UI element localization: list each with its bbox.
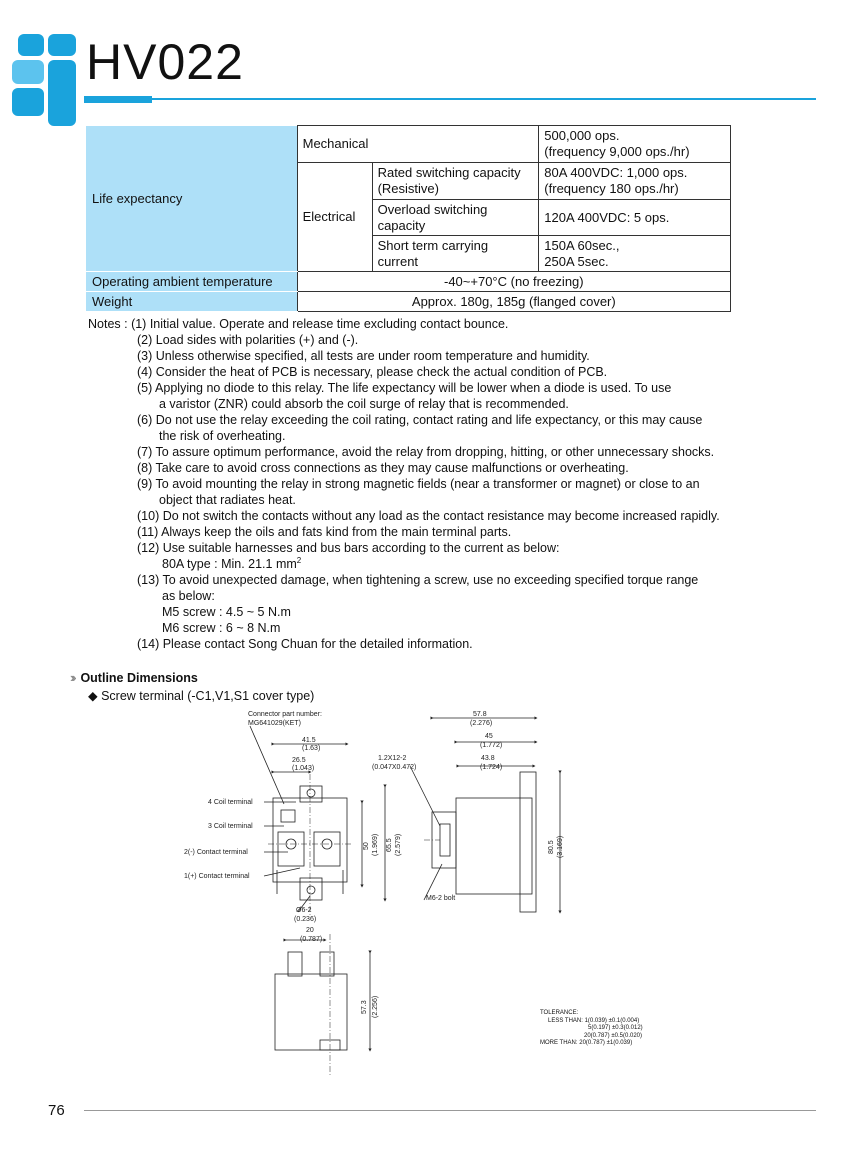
header-accent-bar — [84, 96, 152, 103]
electrical-label: Electrical — [297, 163, 372, 272]
temperature-value: -40~+70°C (no freezing) — [297, 272, 730, 292]
dim-1-2x12: 1.2X12-2 — [378, 755, 407, 762]
dim-65-5: 65.5 — [386, 838, 393, 852]
tolerance-line: 20(0.787) ±0.5(0.020) — [584, 1032, 642, 1039]
label-coil-3: 3 Coil terminal — [208, 823, 253, 830]
dim-43-8-in: (1.724) — [480, 764, 503, 771]
dim-1-2x12-in: (0.047X0.472) — [372, 764, 417, 771]
dim-57-8: 57.8 — [473, 711, 487, 718]
tolerance-line: 5(0.197) ±0.3(0.012) — [588, 1025, 643, 1032]
overload-switching-value: 120A 400VDC: 5 ops. — [539, 200, 731, 236]
dim-41-5: 41.5 — [302, 737, 316, 744]
note-line: (7) To assure optimum performance, avoid the relay from dropping, hitting, or other unnecessary shocks. — [137, 445, 715, 459]
dim-50: 50 — [363, 842, 370, 850]
note-line: the risk of overheating. — [159, 429, 286, 443]
chevrons-icon: ››› — [70, 671, 74, 685]
note-line: (5) Applying no diode to this relay. The life expectancy will be lower when a diode is used. To use — [137, 381, 672, 395]
note-line: (14) Please contact Song Chuan for the detailed information. — [137, 637, 473, 651]
dim-26-5: 26.5 — [292, 757, 306, 764]
outline-subheading: ◆ Screw terminal (-C1,V1,S1 cover type) — [88, 689, 315, 703]
page-number: 76 — [48, 1102, 65, 1119]
note-line: (13) To avoid unexpected damage, when tightening a screw, use no exceeding specified torque range — [137, 573, 699, 587]
note-line: (12) Use suitable harnesses and bus bars according to the current as below: — [137, 541, 560, 555]
note-line: (2) Load sides with polarities (+) and (-). — [137, 333, 359, 347]
short-term-label: Short term carrying current — [372, 236, 539, 272]
note-line: (10) Do not switch the contacts without any load as the contact resistance may become increased rapidly. — [137, 509, 720, 523]
label-contact-2: 2(-) Contact terminal — [184, 849, 248, 856]
footer-rule — [84, 1110, 816, 1111]
note-line: as below: — [162, 589, 215, 603]
temperature-label: Operating ambient temperature — [87, 272, 298, 292]
note-line: (11) Always keep the oils and fats kind from the main terminal parts. — [137, 525, 512, 539]
note-line: (4) Consider the heat of PCB is necessary, please check the actual condition of PCB. — [137, 365, 608, 379]
mechanical-label: Mechanical — [297, 126, 539, 163]
note-line: (9) To avoid mounting the relay in strong magnetic fields (near a transformer or magnet) or close to an — [137, 477, 700, 491]
note-line: (3) Unless otherwise specified, all tests are under room temperature and humidity. — [137, 349, 590, 363]
weight-value: Approx. 180g, 185g (flanged cover) — [297, 292, 730, 312]
note-line: object that radiates heat. — [159, 493, 296, 507]
note-line: M6 screw : 6 ~ 8 N.m — [162, 621, 281, 635]
spec-table — [86, 125, 731, 312]
note-line: (6) Do not use the relay exceeding the coil rating, contact rating and life expectancy, or this may cause — [137, 413, 703, 427]
tolerance-line: LESS THAN: 1(0.039) ±0.1(0.004) — [548, 1017, 640, 1024]
label-contact-1: 1(+) Contact terminal — [184, 873, 250, 880]
note-line: Notes : (1) Initial value. Operate and release time excluding contact bounce. — [88, 317, 509, 331]
dim-80-5-in: (3.169) — [557, 835, 564, 858]
weight-label: Weight — [87, 292, 298, 312]
connector-label-line2: MG641029(KET) — [248, 720, 301, 727]
mechanical-value: 500,000 ops. (frequency 9,000 ops./hr) — [539, 126, 731, 163]
dim-65-5-in: (2.579) — [395, 833, 402, 856]
dim-57-3: 57.3 — [361, 1000, 368, 1014]
tolerance-line: MORE THAN: 20(0.787) ±1(0.039) — [540, 1040, 633, 1047]
tolerance-block — [540, 1010, 643, 1048]
overload-switching-label: Overload switching capacity — [372, 200, 539, 236]
brand-logo — [12, 32, 80, 130]
dim-43-8: 43.8 — [481, 755, 495, 762]
header-rule — [84, 98, 816, 100]
note-line: (8) Take care to avoid cross connections as they may cause malfunctions or overheating. — [137, 461, 629, 475]
dim-45-in: (1.772) — [480, 742, 503, 749]
note-line: M5 screw : 4.5 ~ 5 N.m — [162, 605, 291, 619]
dim-20-in: (0.787) — [300, 936, 323, 943]
dim-50-in: (1.969) — [372, 833, 379, 856]
note-line: a varistor (ZNR) could absorb the coil surge of relay that is recommended. — [159, 397, 569, 411]
tolerance-line: TOLERANCE: — [540, 1010, 579, 1016]
connector-label-line1: Connector part number: — [248, 711, 322, 718]
life-expectancy-label: Life expectancy — [87, 126, 298, 272]
short-term-value: 150A 60sec., 250A 5sec. — [539, 236, 731, 272]
dim-45: 45 — [485, 733, 493, 740]
label-coil-4: 4 Coil terminal — [208, 799, 253, 806]
dim-57-8-in: (2.276) — [470, 720, 493, 727]
dim-26-5-in: (1.043) — [292, 765, 315, 772]
page-title: HV022 — [86, 34, 244, 90]
notes-block — [88, 316, 778, 652]
rated-switching-label: Rated switching capacity (Resistive) — [372, 163, 539, 200]
outline-heading: ››› Outline Dimensions — [70, 671, 198, 685]
dim-80-5: 80.5 — [548, 840, 555, 854]
rated-switching-value: 80A 400VDC: 1,000 ops. (frequency 180 ops./hr) — [539, 163, 731, 200]
label-m6-bolt: M6-2 bolt — [426, 895, 456, 902]
note-line: 80A type : Min. 21.1 $mm^2$ — [162, 555, 302, 571]
dim-41-5-in: (1.63) — [302, 745, 321, 752]
dim-dia-6-in: (0.236) — [294, 916, 317, 923]
dim-20: 20 — [306, 927, 314, 934]
dim-57-3-in: (2.256) — [372, 995, 379, 1018]
dim-dia-6: Ø6-2 — [296, 907, 312, 914]
